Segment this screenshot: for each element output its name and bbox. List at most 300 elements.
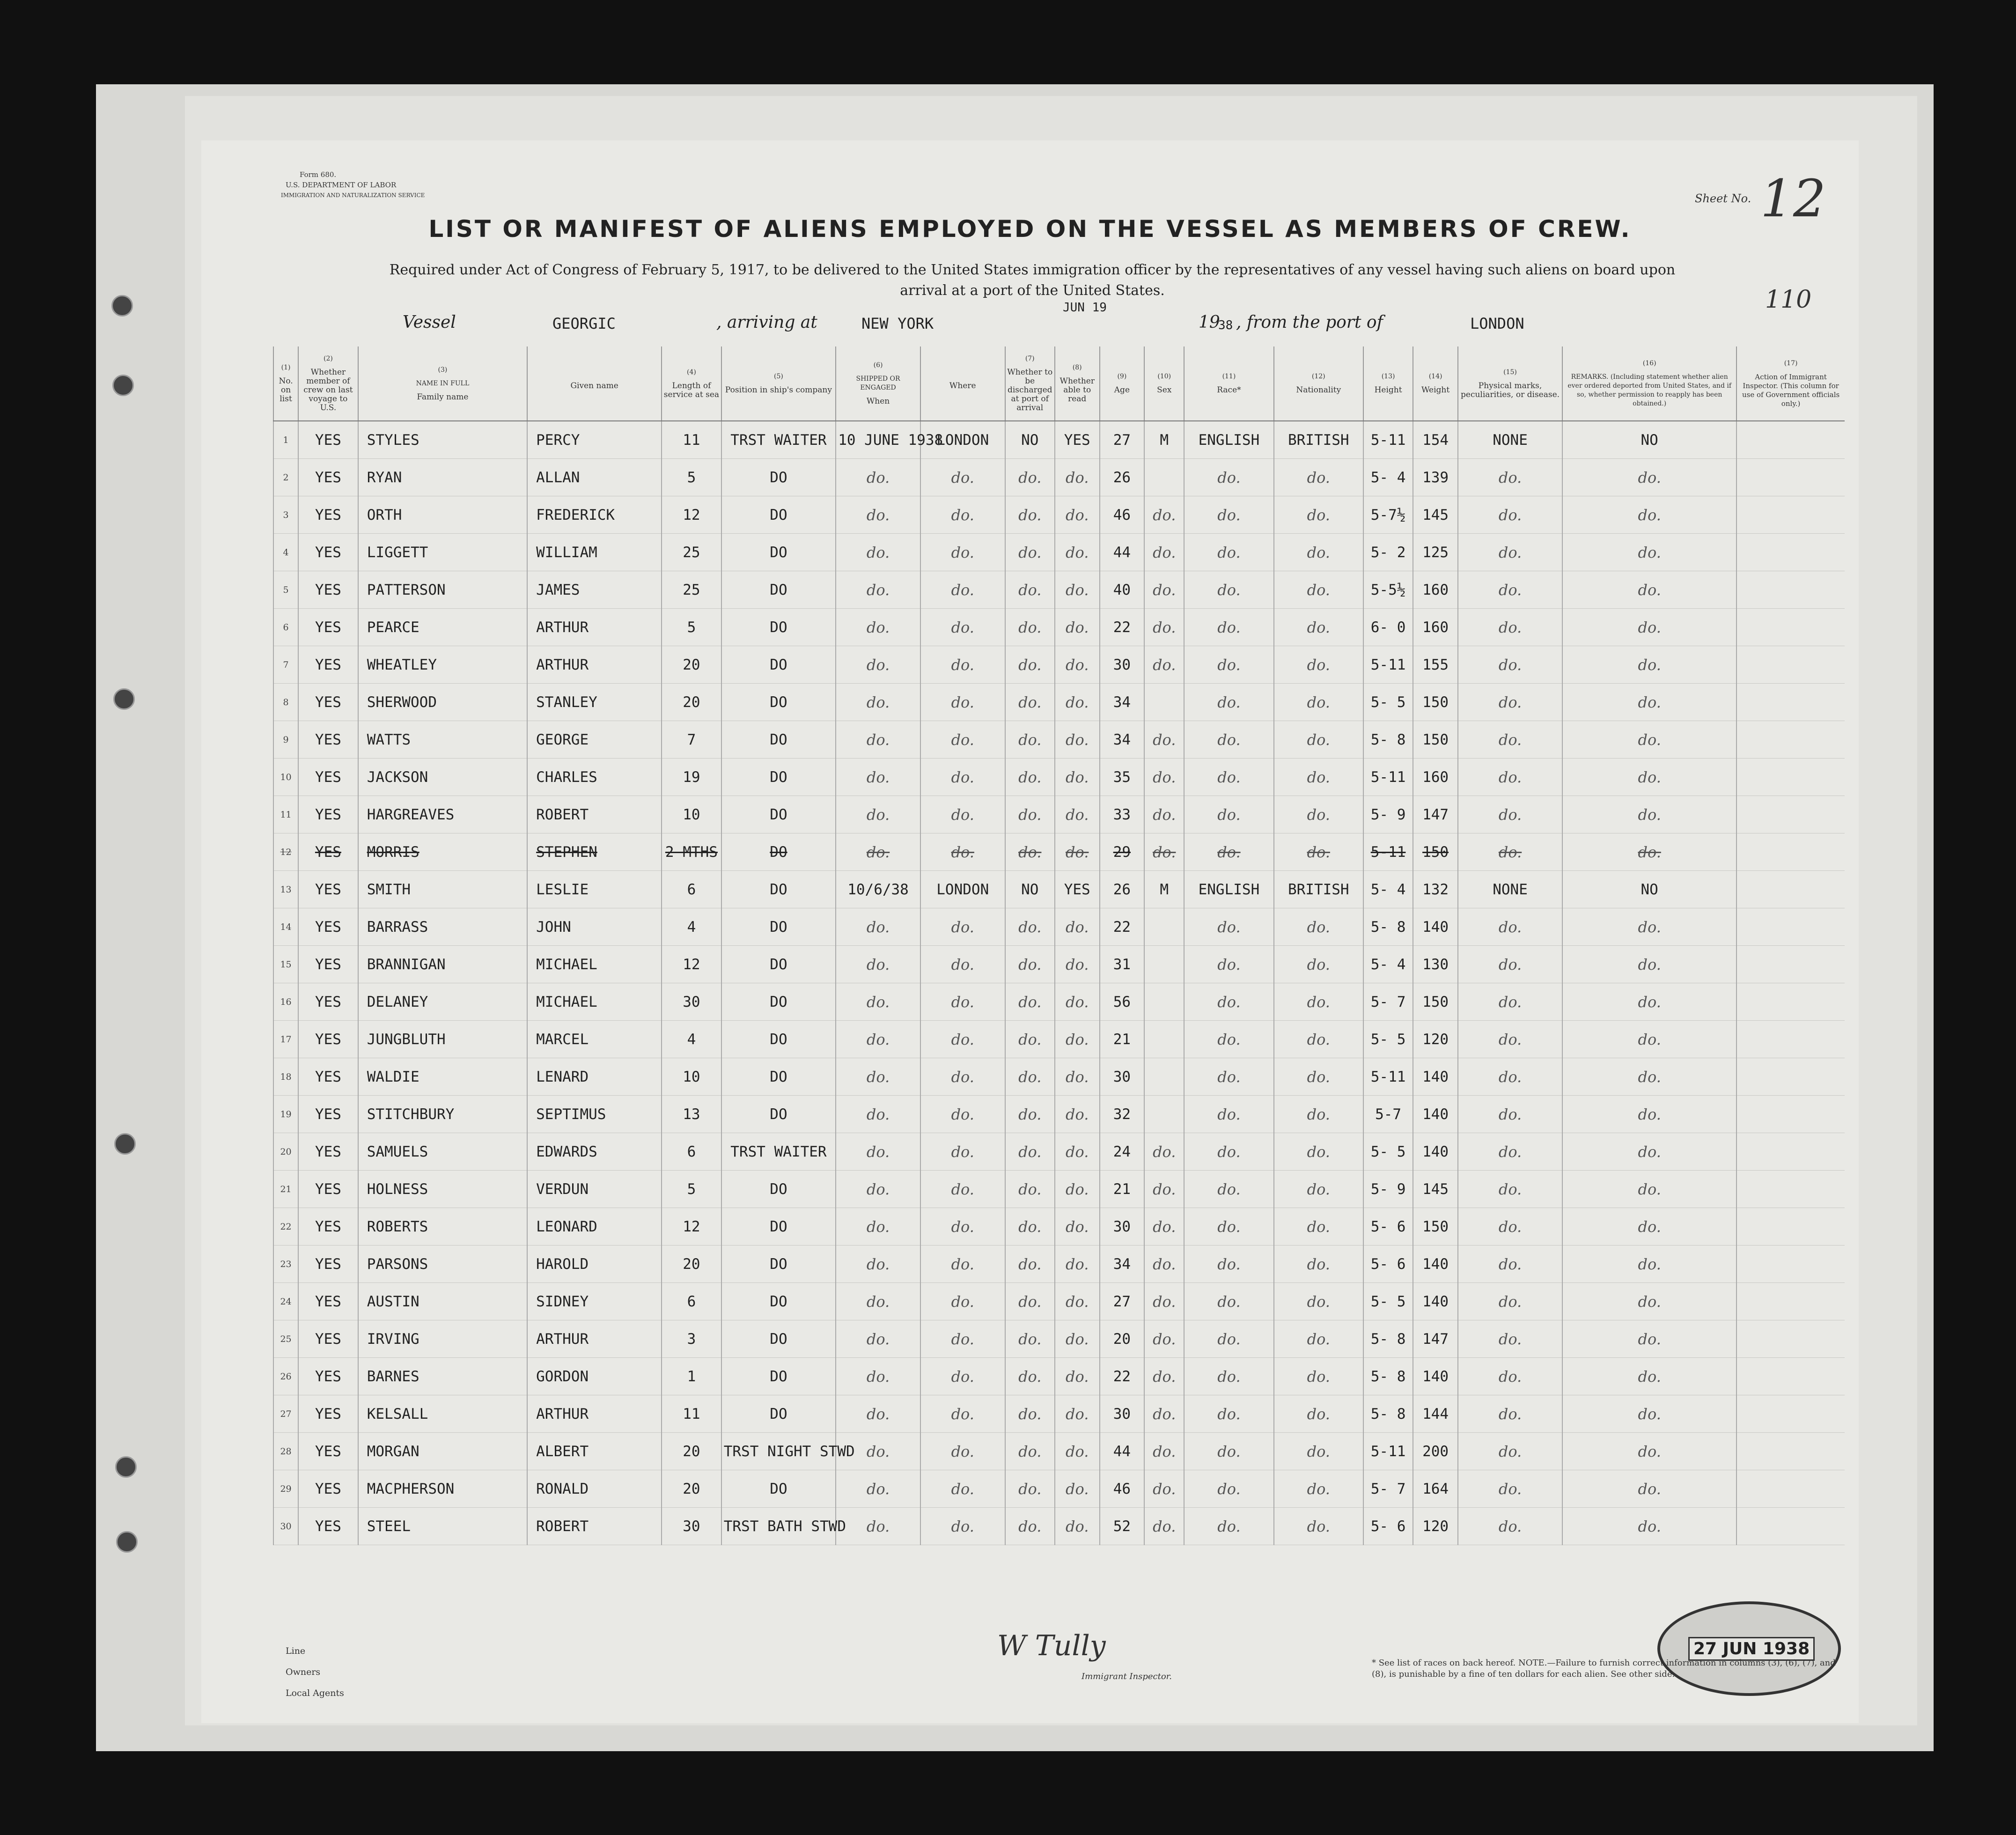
cell-height: 5- 5 bbox=[1363, 1021, 1413, 1058]
cell-able-to-read: do. bbox=[1055, 983, 1100, 1021]
cell-able-to-read: do. bbox=[1055, 571, 1100, 609]
cell-shipped-where: do. bbox=[920, 946, 1005, 983]
cell-physical-marks: do. bbox=[1458, 1058, 1562, 1096]
cell-weight: 150 bbox=[1413, 721, 1458, 759]
cell-sex: do. bbox=[1144, 1358, 1184, 1395]
cell-physical-marks: do. bbox=[1458, 1021, 1562, 1058]
cell-family-name: WHEATLEY bbox=[358, 646, 527, 684]
cell-remarks: NO bbox=[1562, 871, 1736, 908]
cell-position: DO bbox=[721, 1283, 836, 1320]
cell-service-length: 30 bbox=[662, 983, 721, 1021]
cell-given-name: VERDUN bbox=[527, 1171, 662, 1208]
cell-height: 5- 7 bbox=[1363, 983, 1413, 1021]
cell-row-number: 18 bbox=[273, 1058, 298, 1096]
cell-position: DO bbox=[721, 646, 836, 684]
cell-height: 5- 5 bbox=[1363, 1133, 1413, 1171]
cell-family-name: STITCHBURY bbox=[358, 1096, 527, 1133]
cell-family-name: ORTH bbox=[358, 496, 527, 534]
cell-shipped-when: do. bbox=[836, 1245, 920, 1283]
cell-discharged: do. bbox=[1005, 459, 1055, 496]
cell-race: do. bbox=[1184, 983, 1273, 1021]
local-agents-label: Local Agents bbox=[286, 1688, 344, 1698]
cell-remarks: do. bbox=[1562, 1245, 1736, 1283]
cell-previous-voyage: YES bbox=[298, 1470, 358, 1508]
cell-family-name: STYLES bbox=[358, 421, 527, 459]
cell-position: DO bbox=[721, 684, 836, 721]
line-label: Line bbox=[286, 1646, 306, 1656]
col-header-previous-voyage: (2) Whether member of crew on last voyage to U.S. bbox=[298, 346, 358, 421]
cell-height: 5- 4 bbox=[1363, 871, 1413, 908]
cell-height: 5-11 bbox=[1363, 833, 1413, 871]
cell-age: 46 bbox=[1100, 496, 1145, 534]
cell-family-name: SAMUELS bbox=[358, 1133, 527, 1171]
inspector-signature: W Tully bbox=[997, 1629, 1106, 1662]
cell-race: do. bbox=[1184, 534, 1273, 571]
cell-age: 44 bbox=[1100, 534, 1145, 571]
cell-inspector-action bbox=[1736, 1021, 1845, 1058]
cell-row-number: 30 bbox=[273, 1508, 298, 1545]
cell-able-to-read: do. bbox=[1055, 946, 1100, 983]
cell-physical-marks: do. bbox=[1458, 459, 1562, 496]
punch-hole bbox=[111, 295, 133, 317]
cell-height: 5- 8 bbox=[1363, 1358, 1413, 1395]
cell-given-name: LESLIE bbox=[527, 871, 662, 908]
cell-service-length: 6 bbox=[662, 871, 721, 908]
cell-weight: 200 bbox=[1413, 1433, 1458, 1470]
cell-race: do. bbox=[1184, 496, 1273, 534]
cell-shipped-when: do. bbox=[836, 1470, 920, 1508]
cell-previous-voyage: YES bbox=[298, 646, 358, 684]
cell-family-name: SHERWOOD bbox=[358, 684, 527, 721]
cell-remarks: do. bbox=[1562, 646, 1736, 684]
cell-family-name: PARSONS bbox=[358, 1245, 527, 1283]
cell-nationality: do. bbox=[1274, 571, 1363, 609]
cell-able-to-read: do. bbox=[1055, 1433, 1100, 1470]
cell-physical-marks: do. bbox=[1458, 1358, 1562, 1395]
cell-given-name: STANLEY bbox=[527, 684, 662, 721]
cell-service-length: 13 bbox=[662, 1096, 721, 1133]
cell-family-name: RYAN bbox=[358, 459, 527, 496]
cell-weight: 140 bbox=[1413, 1096, 1458, 1133]
cell-shipped-where: do. bbox=[920, 1320, 1005, 1358]
cell-shipped-when: do. bbox=[836, 609, 920, 646]
cell-weight: 132 bbox=[1413, 871, 1458, 908]
cell-age: 31 bbox=[1100, 946, 1145, 983]
cell-given-name: CHARLES bbox=[527, 759, 662, 796]
cell-shipped-when: do. bbox=[836, 1320, 920, 1358]
cell-age: 34 bbox=[1100, 721, 1145, 759]
cell-shipped-where: do. bbox=[920, 1508, 1005, 1545]
cell-weight: 160 bbox=[1413, 571, 1458, 609]
cell-discharged: do. bbox=[1005, 534, 1055, 571]
cell-previous-voyage: YES bbox=[298, 1320, 358, 1358]
cell-age: 30 bbox=[1100, 1395, 1145, 1433]
cell-given-name: MARCEL bbox=[527, 1021, 662, 1058]
cell-given-name: ROBERT bbox=[527, 1508, 662, 1545]
cell-age: 56 bbox=[1100, 983, 1145, 1021]
cell-able-to-read: do. bbox=[1055, 1320, 1100, 1358]
year-prefix: 19 bbox=[1199, 313, 1220, 332]
cell-shipped-where: do. bbox=[920, 1470, 1005, 1508]
cell-previous-voyage: YES bbox=[298, 1245, 358, 1283]
cell-given-name: ARTHUR bbox=[527, 609, 662, 646]
cell-discharged: do. bbox=[1005, 1358, 1055, 1395]
cell-weight: 140 bbox=[1413, 1133, 1458, 1171]
cell-family-name: BRANNIGAN bbox=[358, 946, 527, 983]
cell-age: 46 bbox=[1100, 1470, 1145, 1508]
cell-age: 21 bbox=[1100, 1021, 1145, 1058]
cell-previous-voyage: YES bbox=[298, 908, 358, 946]
cell-service-length: 20 bbox=[662, 1245, 721, 1283]
cell-age: 22 bbox=[1100, 609, 1145, 646]
cell-discharged: do. bbox=[1005, 571, 1055, 609]
cell-shipped-when: do. bbox=[836, 759, 920, 796]
cell-weight: 140 bbox=[1413, 1245, 1458, 1283]
cell-family-name: BARRASS bbox=[358, 908, 527, 946]
cell-age: 20 bbox=[1100, 1320, 1145, 1358]
cell-able-to-read: do. bbox=[1055, 496, 1100, 534]
cell-able-to-read: do. bbox=[1055, 796, 1100, 833]
cell-inspector-action bbox=[1736, 1096, 1845, 1133]
cell-able-to-read: do. bbox=[1055, 534, 1100, 571]
cell-discharged: do. bbox=[1005, 983, 1055, 1021]
cell-age: 35 bbox=[1100, 759, 1145, 796]
cell-service-length: 20 bbox=[662, 1433, 721, 1470]
col-header-weight: (14) Weight bbox=[1413, 346, 1458, 421]
cell-shipped-where: do. bbox=[920, 1395, 1005, 1433]
arrival-port: NEW YORK bbox=[861, 315, 934, 332]
cell-age: 32 bbox=[1100, 1096, 1145, 1133]
cell-remarks: do. bbox=[1562, 609, 1736, 646]
cell-age: 26 bbox=[1100, 459, 1145, 496]
cell-given-name: MICHAEL bbox=[527, 946, 662, 983]
cell-shipped-when: do. bbox=[836, 459, 920, 496]
cell-given-name: HAROLD bbox=[527, 1245, 662, 1283]
cell-age: 22 bbox=[1100, 1358, 1145, 1395]
cell-remarks: do. bbox=[1562, 1358, 1736, 1395]
cell-physical-marks: do. bbox=[1458, 908, 1562, 946]
cell-previous-voyage: YES bbox=[298, 759, 358, 796]
cell-previous-voyage: YES bbox=[298, 534, 358, 571]
cell-family-name: JUNGBLUTH bbox=[358, 1021, 527, 1058]
cell-race: do. bbox=[1184, 1433, 1273, 1470]
cell-inspector-action bbox=[1736, 684, 1845, 721]
cell-able-to-read: do. bbox=[1055, 908, 1100, 946]
cell-weight: 150 bbox=[1413, 833, 1458, 871]
col-header-remarks: (16) REMARKS. (Including statement whether alien ever ordered deported from United States, and if so, whether permission to reapply has been obtained.) bbox=[1562, 346, 1736, 421]
cell-remarks: do. bbox=[1562, 983, 1736, 1021]
cell-remarks: do. bbox=[1562, 946, 1736, 983]
cell-position: DO bbox=[721, 1395, 836, 1433]
cell-remarks: do. bbox=[1562, 571, 1736, 609]
crew-rows bbox=[273, 421, 1845, 1545]
table-row bbox=[273, 1208, 1845, 1245]
cell-shipped-when: 10/6/38 bbox=[836, 871, 920, 908]
cell-nationality: do. bbox=[1274, 833, 1363, 871]
cell-position: DO bbox=[721, 1096, 836, 1133]
cell-remarks: do. bbox=[1562, 496, 1736, 534]
cell-nationality: do. bbox=[1274, 1395, 1363, 1433]
page-title: LIST OR MANIFEST OF ALIENS EMPLOYED ON THE VESSEL AS MEMBERS OF CREW. bbox=[428, 215, 1632, 243]
cell-shipped-where: do. bbox=[920, 908, 1005, 946]
cell-height: 5- 9 bbox=[1363, 1171, 1413, 1208]
cell-row-number: 27 bbox=[273, 1395, 298, 1433]
cell-family-name: KELSALL bbox=[358, 1395, 527, 1433]
cell-previous-voyage: YES bbox=[298, 1508, 358, 1545]
cell-previous-voyage: YES bbox=[298, 833, 358, 871]
cell-remarks: do. bbox=[1562, 759, 1736, 796]
col-header-service: (4) Length of service at sea bbox=[662, 346, 721, 421]
cell-able-to-read: do. bbox=[1055, 1283, 1100, 1320]
cell-race: do. bbox=[1184, 1245, 1273, 1283]
cell-sex bbox=[1144, 1021, 1184, 1058]
cell-shipped-where: do. bbox=[920, 1096, 1005, 1133]
punch-hole bbox=[116, 1531, 138, 1553]
cell-nationality: do. bbox=[1274, 534, 1363, 571]
cell-weight: 154 bbox=[1413, 421, 1458, 459]
cell-row-number: 2 bbox=[273, 459, 298, 496]
cell-nationality: do. bbox=[1274, 1470, 1363, 1508]
cell-given-name: JAMES bbox=[527, 571, 662, 609]
table-row bbox=[273, 1508, 1845, 1545]
cell-age: 52 bbox=[1100, 1508, 1145, 1545]
cell-age: 26 bbox=[1100, 871, 1145, 908]
cell-weight: 150 bbox=[1413, 684, 1458, 721]
cell-height: 5-11 bbox=[1363, 759, 1413, 796]
cell-nationality: do. bbox=[1274, 646, 1363, 684]
cell-shipped-where: do. bbox=[920, 609, 1005, 646]
table-row bbox=[273, 1058, 1845, 1096]
cell-given-name: ALBERT bbox=[527, 1433, 662, 1470]
cell-race: do. bbox=[1184, 1021, 1273, 1058]
cell-service-length: 6 bbox=[662, 1133, 721, 1171]
cell-position: DO bbox=[721, 1358, 836, 1395]
cell-discharged: do. bbox=[1005, 1320, 1055, 1358]
cell-nationality: BRITISH bbox=[1274, 421, 1363, 459]
cell-shipped-when: do. bbox=[836, 721, 920, 759]
cell-height: 5- 6 bbox=[1363, 1245, 1413, 1283]
cell-shipped-where: do. bbox=[920, 459, 1005, 496]
cell-able-to-read: do. bbox=[1055, 1133, 1100, 1171]
cell-physical-marks: do. bbox=[1458, 496, 1562, 534]
shipped-engaged-header: SHIPPED OR ENGAGED bbox=[856, 375, 900, 391]
cell-given-name: LENARD bbox=[527, 1058, 662, 1096]
cell-age: 33 bbox=[1100, 796, 1145, 833]
cell-discharged: do. bbox=[1005, 796, 1055, 833]
cell-physical-marks: NONE bbox=[1458, 871, 1562, 908]
cell-sex bbox=[1144, 946, 1184, 983]
cell-shipped-where: do. bbox=[920, 1058, 1005, 1096]
cell-position: DO bbox=[721, 534, 836, 571]
cell-shipped-where: do. bbox=[920, 1021, 1005, 1058]
cell-age: 44 bbox=[1100, 1433, 1145, 1470]
cell-weight: 160 bbox=[1413, 759, 1458, 796]
cell-shipped-where: do. bbox=[920, 1208, 1005, 1245]
cell-service-length: 6 bbox=[662, 1283, 721, 1320]
cell-family-name: AUSTIN bbox=[358, 1283, 527, 1320]
cell-position: TRST WAITER bbox=[721, 1133, 836, 1171]
cell-family-name: WATTS bbox=[358, 721, 527, 759]
table-row bbox=[273, 1283, 1845, 1320]
cell-service-length: 19 bbox=[662, 759, 721, 796]
cell-inspector-action bbox=[1736, 646, 1845, 684]
cell-sex: do. bbox=[1144, 571, 1184, 609]
cell-previous-voyage: YES bbox=[298, 946, 358, 983]
cell-service-length: 20 bbox=[662, 646, 721, 684]
cell-position: DO bbox=[721, 1021, 836, 1058]
cell-able-to-read: do. bbox=[1055, 1358, 1100, 1395]
cell-given-name: LEONARD bbox=[527, 1208, 662, 1245]
cell-nationality: do. bbox=[1274, 1171, 1363, 1208]
cell-discharged: do. bbox=[1005, 1058, 1055, 1096]
department: U.S. DEPARTMENT OF LABOR bbox=[286, 181, 397, 189]
cell-age: 30 bbox=[1100, 1058, 1145, 1096]
cell-previous-voyage: YES bbox=[298, 1171, 358, 1208]
cell-race: do. bbox=[1184, 946, 1273, 983]
cell-height: 5- 9 bbox=[1363, 796, 1413, 833]
cell-row-number: 8 bbox=[273, 684, 298, 721]
cell-able-to-read: do. bbox=[1055, 833, 1100, 871]
page-subtitle: Required under Act of Congress of February 5, 1917, to be delivered to the United States immigration officer by the representatives of any vessel having such aliens on board upon arrival at a port of the United States. bbox=[389, 262, 1676, 299]
cell-age: 29 bbox=[1100, 833, 1145, 871]
col-header-physical-marks: (15) Physical marks, peculiarities, or disease. bbox=[1458, 346, 1562, 421]
cell-race: do. bbox=[1184, 1208, 1273, 1245]
cell-service-length: 10 bbox=[662, 796, 721, 833]
cell-row-number: 5 bbox=[273, 571, 298, 609]
col-header-no: (1) No. on list bbox=[273, 346, 298, 421]
cell-shipped-when: do. bbox=[836, 1433, 920, 1470]
cell-able-to-read: do. bbox=[1055, 1245, 1100, 1283]
cell-row-number: 11 bbox=[273, 796, 298, 833]
cell-shipped-when: do. bbox=[836, 946, 920, 983]
cell-nationality: do. bbox=[1274, 1208, 1363, 1245]
cell-weight: 140 bbox=[1413, 1283, 1458, 1320]
cell-inspector-action bbox=[1736, 421, 1845, 459]
cell-height: 5-11 bbox=[1363, 421, 1413, 459]
table-row bbox=[273, 946, 1845, 983]
cell-physical-marks: do. bbox=[1458, 1245, 1562, 1283]
cell-given-name: ALLAN bbox=[527, 459, 662, 496]
table-row bbox=[273, 609, 1845, 646]
cell-shipped-where: do. bbox=[920, 1171, 1005, 1208]
cell-sex: do. bbox=[1144, 534, 1184, 571]
cell-physical-marks: do. bbox=[1458, 983, 1562, 1021]
cell-physical-marks: do. bbox=[1458, 1096, 1562, 1133]
col-header-nationality: (12) Nationality bbox=[1274, 346, 1363, 421]
cell-height: 5- 4 bbox=[1363, 459, 1413, 496]
cell-remarks: do. bbox=[1562, 1508, 1736, 1545]
cell-able-to-read: do. bbox=[1055, 1470, 1100, 1508]
cell-weight: 125 bbox=[1413, 534, 1458, 571]
cell-previous-voyage: YES bbox=[298, 721, 358, 759]
cell-weight: 145 bbox=[1413, 496, 1458, 534]
col-header-age: (9) Age bbox=[1100, 346, 1145, 421]
cell-sex: do. bbox=[1144, 833, 1184, 871]
cell-inspector-action bbox=[1736, 833, 1845, 871]
cell-sex: do. bbox=[1144, 1395, 1184, 1433]
cell-service-length: 11 bbox=[662, 1395, 721, 1433]
cell-height: 6- 0 bbox=[1363, 609, 1413, 646]
cell-age: 21 bbox=[1100, 1171, 1145, 1208]
cell-row-number: 14 bbox=[273, 908, 298, 946]
cell-remarks: do. bbox=[1562, 459, 1736, 496]
cell-shipped-when: do. bbox=[836, 571, 920, 609]
cell-height: 5- 7 bbox=[1363, 1470, 1413, 1508]
cell-row-number: 12 bbox=[273, 833, 298, 871]
cell-row-number: 16 bbox=[273, 983, 298, 1021]
cell-inspector-action bbox=[1736, 459, 1845, 496]
cell-height: 5-11 bbox=[1363, 646, 1413, 684]
cell-height: 5- 5 bbox=[1363, 684, 1413, 721]
cell-row-number: 9 bbox=[273, 721, 298, 759]
table-row bbox=[273, 571, 1845, 609]
cell-service-length: 20 bbox=[662, 684, 721, 721]
cell-given-name: ARTHUR bbox=[527, 1395, 662, 1433]
cell-discharged: do. bbox=[1005, 1096, 1055, 1133]
cell-given-name: EDWARDS bbox=[527, 1133, 662, 1171]
cell-shipped-when: do. bbox=[836, 534, 920, 571]
table-row bbox=[273, 646, 1845, 684]
cell-physical-marks: do. bbox=[1458, 534, 1562, 571]
cell-previous-voyage: YES bbox=[298, 1395, 358, 1433]
form-number: Form 680. bbox=[300, 170, 337, 179]
cell-previous-voyage: YES bbox=[298, 496, 358, 534]
cell-race: do. bbox=[1184, 1058, 1273, 1096]
table-row bbox=[273, 721, 1845, 759]
cell-previous-voyage: YES bbox=[298, 1433, 358, 1470]
cell-inspector-action bbox=[1736, 759, 1845, 796]
cell-given-name: GEORGE bbox=[527, 721, 662, 759]
cell-race: do. bbox=[1184, 646, 1273, 684]
cell-able-to-read: do. bbox=[1055, 1096, 1100, 1133]
cell-nationality: do. bbox=[1274, 496, 1363, 534]
cell-row-number: 17 bbox=[273, 1021, 298, 1058]
cell-sex: do. bbox=[1144, 646, 1184, 684]
table-row bbox=[273, 496, 1845, 534]
cell-shipped-where: do. bbox=[920, 1283, 1005, 1320]
cell-remarks: do. bbox=[1562, 1320, 1736, 1358]
cell-shipped-when: do. bbox=[836, 1058, 920, 1096]
cell-family-name: HOLNESS bbox=[358, 1171, 527, 1208]
cell-inspector-action bbox=[1736, 1433, 1845, 1470]
cell-position: TRST BATH STWD bbox=[721, 1508, 836, 1545]
cell-physical-marks: do. bbox=[1458, 946, 1562, 983]
table-row bbox=[273, 1358, 1845, 1395]
cell-remarks: do. bbox=[1562, 1208, 1736, 1245]
cell-race: do. bbox=[1184, 1508, 1273, 1545]
cell-given-name: JOHN bbox=[527, 908, 662, 946]
cell-remarks: do. bbox=[1562, 684, 1736, 721]
cell-family-name: PEARCE bbox=[358, 609, 527, 646]
cell-shipped-when: do. bbox=[836, 496, 920, 534]
cell-shipped-where: do. bbox=[920, 1133, 1005, 1171]
cell-given-name: MICHAEL bbox=[527, 983, 662, 1021]
cell-discharged: do. bbox=[1005, 609, 1055, 646]
cell-discharged: NO bbox=[1005, 871, 1055, 908]
cell-able-to-read: YES bbox=[1055, 871, 1100, 908]
cell-row-number: 21 bbox=[273, 1171, 298, 1208]
cell-family-name: SMITH bbox=[358, 871, 527, 908]
col-header-read: (8) Whether able to read bbox=[1055, 346, 1100, 421]
cell-given-name: WILLIAM bbox=[527, 534, 662, 571]
cell-row-number: 25 bbox=[273, 1320, 298, 1358]
cell-able-to-read: do. bbox=[1055, 684, 1100, 721]
cell-discharged: do. bbox=[1005, 1395, 1055, 1433]
cell-physical-marks: NONE bbox=[1458, 421, 1562, 459]
cell-physical-marks: do. bbox=[1458, 571, 1562, 609]
col-header-given-name: Given name bbox=[527, 346, 662, 421]
cell-physical-marks: do. bbox=[1458, 646, 1562, 684]
